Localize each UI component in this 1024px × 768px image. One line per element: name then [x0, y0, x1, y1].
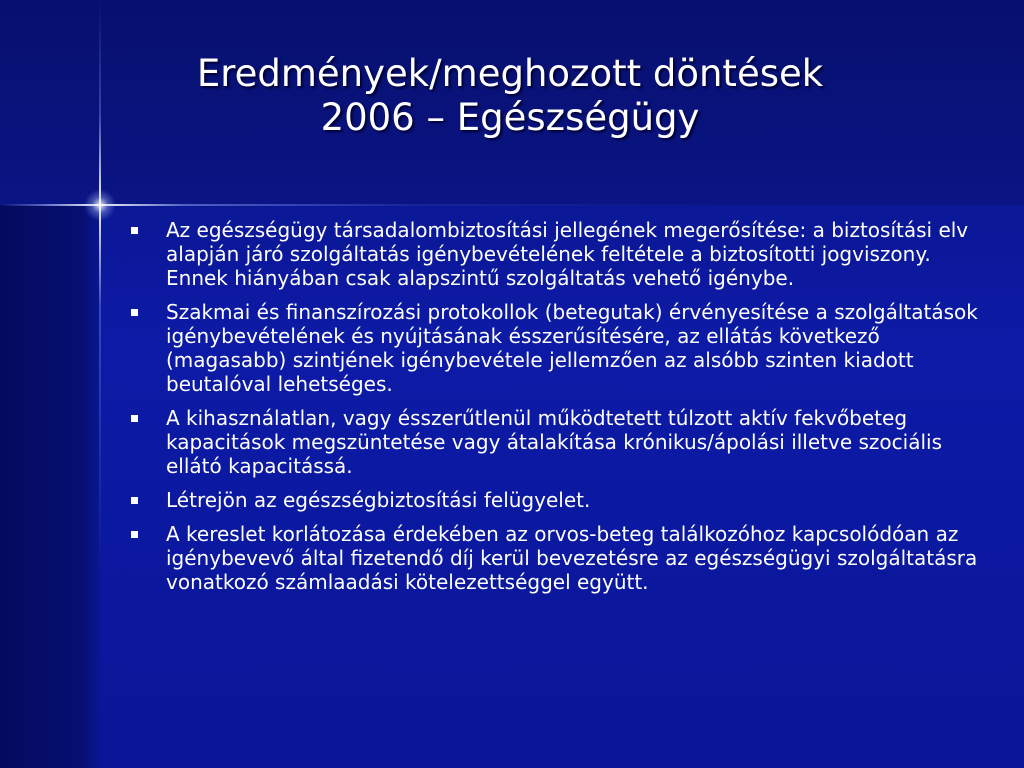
list-item [128, 488, 998, 512]
title-line-1: Eredmények/meghozott döntések [196, 52, 824, 95]
list-item [128, 218, 998, 290]
square-bullet-icon [131, 497, 138, 504]
slide-title [110, 52, 910, 140]
list-item [128, 300, 998, 396]
list-item [128, 522, 998, 594]
square-bullet-icon [131, 531, 138, 538]
bullet-text: A kihasználatlan, vagy ésszerűtlenül működtetett túlzott aktív fekvőbeteg kapacitások megszüntetése vagy átalakítása krónikus/ápolási illetve szociális ellátó kapacitássá. [166, 406, 943, 478]
square-bullet-icon [131, 309, 138, 316]
left-decor-strip [0, 205, 100, 768]
vertical-flare-line [99, 0, 101, 768]
square-bullet-icon [131, 415, 138, 422]
bullet-list [128, 218, 998, 604]
flare-star-icon [84, 189, 116, 221]
horizontal-flare-line [0, 204, 1024, 206]
list-item [128, 406, 998, 478]
square-bullet-icon [131, 227, 138, 234]
bullet-text: Szakmai és finanszírozási protokollok (betegutak) érvényesítése a szolgáltatások igénybevételének és nyújtásának ésszerűsítésére, az ellátás következő (magasabb) szintjének igénybevétele jellemzően az alsóbb szinten kiadott beutalóval lehetséges. [166, 300, 978, 396]
bullet-text: Létrejön az egészségbiztosítási felügyelet. [166, 488, 591, 512]
bullet-text: A kereslet korlátozása érdekében az orvos-beteg találkozóhoz kapcsolódóan az igénybevevő által fizetendő díj kerül bevezetésre az egészségügyi szolgáltatásra vonatkozó számlaadási kötelezettséggel együtt. [166, 522, 978, 594]
title-line-2: 2006 – Egészségügy [320, 96, 700, 139]
bullet-text: Az egészségügy társadalombiztosítási jellegének megerősítése: a biztosítási elv alapján járó szolgáltatás igénybevételének feltétele a biztosítotti jogviszony. Ennek hiányában csak alapszintű szolgáltatás vehető igénybe. [166, 218, 969, 290]
